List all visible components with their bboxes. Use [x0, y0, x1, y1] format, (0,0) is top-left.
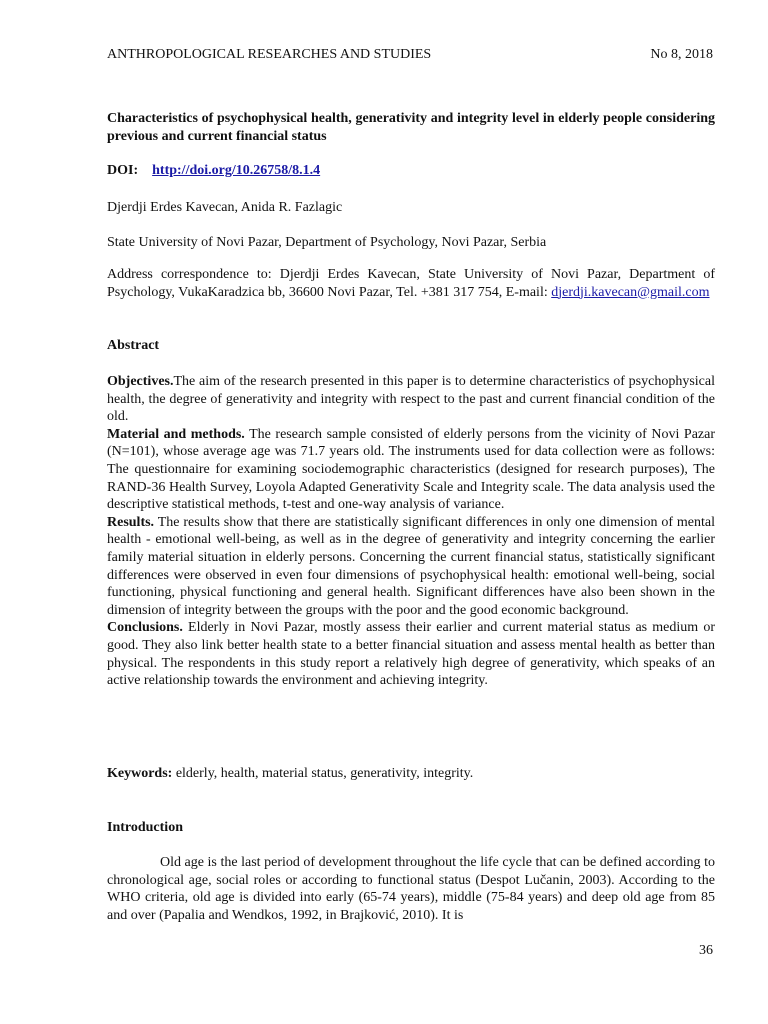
abstract-methods: [107, 426, 715, 514]
page-number: 36: [699, 943, 713, 958]
keywords-line: [107, 766, 473, 782]
results-label: Results.: [107, 514, 155, 530]
results-text: The results show that there are statistically significant differences in only one dimension of mental health - emotional well-being, as well as in the degree of generativity and integrity concerning the earlier family material situation in elderly persons. Concerning the current financial status, statistically significant differences were observed in even four dimensions of psychophysical health: emotional well-being, social functioning, physical functioning and general health. Significant differences have also been shown in the dimension of integrity between the groups with the poor and the good economic background.: [107, 514, 715, 618]
keywords-text: elderly, health, material status, generativity, integrity.: [172, 766, 474, 781]
affiliation: State University of Novi Pazar, Department of Psychology, Novi Pazar, Serbia: [107, 235, 547, 250]
conclusions-text: Elderly in Novi Pazar, mostly assess their earlier and current material status as medium or good. They also link better health state to a better financial situation and assess mental health as better than physical. The respondents in this study report a relatively high degree of generativity, which speaks of an active relationship towards the environment and achieving integrity.: [107, 620, 715, 689]
doi-line: [107, 163, 320, 179]
conclusions-label: Conclusions.: [107, 620, 183, 636]
issue-number: No 8, 2018: [650, 47, 713, 62]
abstract-body: [107, 373, 715, 690]
doi-label: DOI:: [107, 163, 139, 178]
introduction-heading: Introduction: [107, 820, 183, 835]
journal-name: ANTHROPOLOGICAL RESEARCHES AND STUDIES: [107, 47, 432, 62]
keywords-label: Keywords:: [107, 766, 173, 781]
objectives-text: The aim of the research presented in this paper is to determine characteristics of psychophysical health, the degree of generativity and integrity with respect to the past and current financial condition of the old.: [107, 374, 715, 425]
methods-label: Material and methods.: [107, 426, 245, 442]
abstract-objectives: [107, 373, 715, 426]
abstract-conclusions: [107, 619, 715, 689]
objectives-label: Objectives.: [107, 374, 174, 389]
introduction-paragraph: Old age is the last period of development throughout the life cycle that can be defined according to chronological age, social roles or according to functional status (Despot Lučanin, 2003). According to the WHO criteria, old age is divided into early (65-74 years), middle (75-84 years) and deep old age from 85 and over (Papalia and Wendkos, 1992, in Brajković, 2010). It is: [107, 855, 715, 923]
abstract-results: [107, 514, 715, 620]
correspondence-address: [107, 266, 715, 301]
methods-text: The research sample consisted of elderly persons from the vicinity of Novi Pazar (N=101), whose average age was 71.7 years old. The instruments used for data collection were as follows: The questionnaire for examining sociodemographic characteristics (designed for research purposes), The RAND-36 Health Survey, Loyola Adapted Generativity Scale and Integrity scale. The data analysis used the descriptive statistical methods, t-test and one-way analysis of variance.: [107, 426, 715, 513]
article-title: Characteristics of psychophysical health, generativity and integrity level in elderly people considering previous and current financial status: [107, 111, 715, 144]
abstract-heading: Abstract: [107, 338, 160, 353]
doi-link[interactable]: http://doi.org/10.26758/8.1.4: [152, 163, 321, 178]
email-link[interactable]: djerdji.kavecan@gmail.com: [551, 284, 710, 300]
address-text: Address correspondence to: Djerdji Erdes Kavecan, State University of Novi Pazar, Department of Psychology, VukaKaradzica bb, 36600 Novi Pazar, Tel. +381 317 754, E-mail:: [107, 267, 715, 300]
authors: Djerdji Erdes Kavecan, Anida R. Fazlagic: [107, 200, 343, 215]
